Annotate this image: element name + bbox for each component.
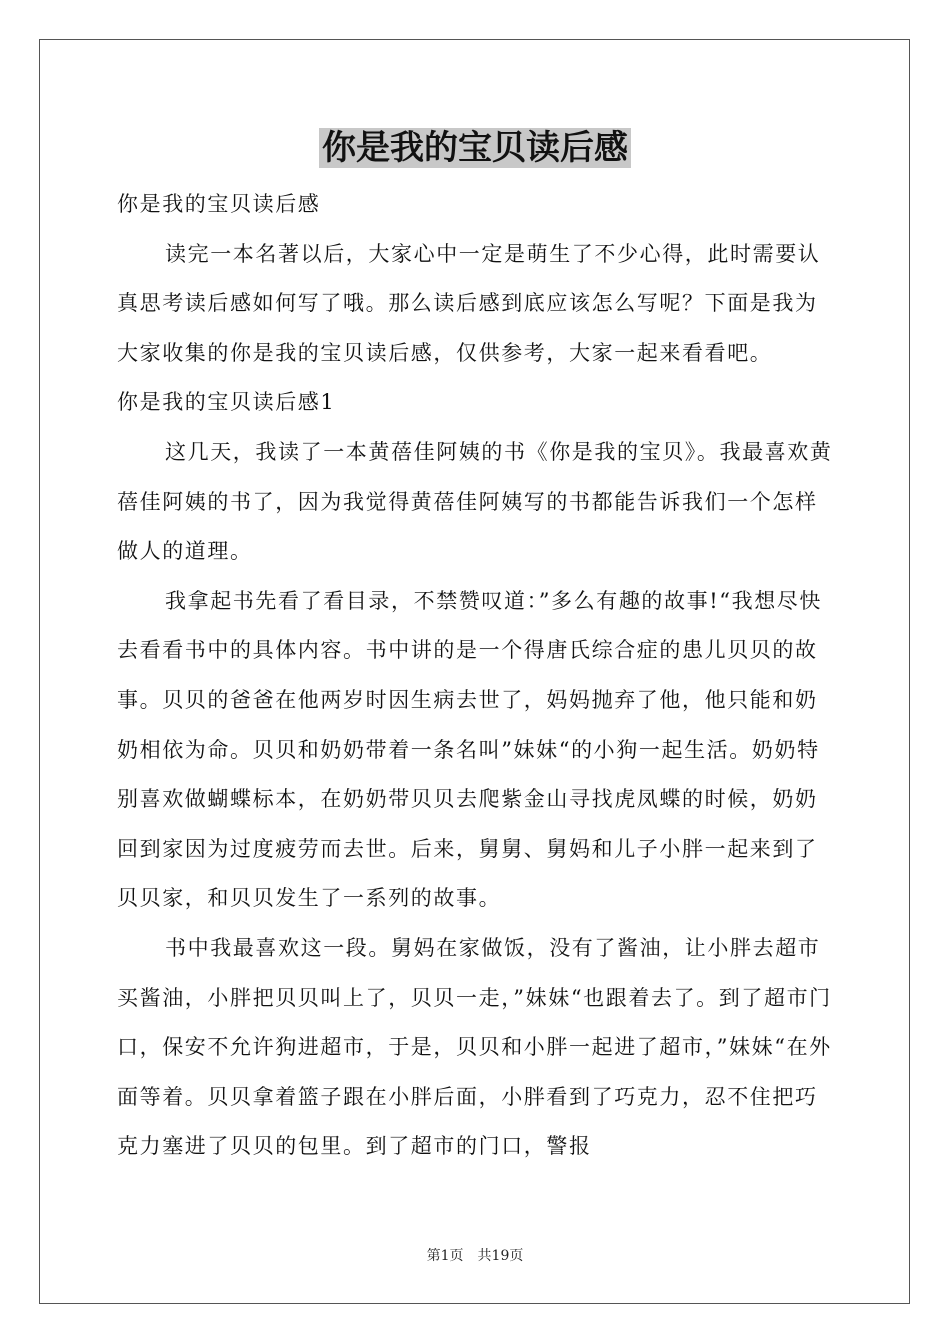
body-paragraph-2: 我拿起书先看了看目录，不禁赞叹道：”多么有趣的故事!“我想尽快去看看书中的具体内容。书中讲的是一个得唐氏综合症的患儿贝贝的故事。贝贝的爸爸在他两岁时因生病去世了，妈妈抛弃了他，他只能和奶奶相依为命。贝贝和奶奶带着一条名叫”妹妹“的小狗一起生活。奶奶特别喜欢做蝴蝶标本，在奶奶带贝贝去爬紫金山寻找虎凤蝶的时候，奶奶回到家因为过度疲劳而去世。后来，舅舅、舅妈和儿子小胖一起来到了贝贝家，和贝贝发生了一系列的故事。: [117, 588, 823, 911]
essay-heading: 你是我的宝贝读后感1: [117, 390, 336, 415]
body-paragraph-3: 书中我最喜欢这一段。舅妈在家做饭，没有了酱油，让小胖去超市买酱油，小胖把贝贝叫上了，贝贝一走，”妹妹“也跟着去了。到了超市门口，保安不允许狗进超市，于是，贝贝和小胖一起进了超市，”妹妹“在外面等着。贝贝拿着篮子跟在小胖后面，小胖看到了巧克力，忍不住把巧克力塞进了贝贝的包里。到了超市的门口，警报: [117, 935, 832, 1159]
document-body: [117, 180, 837, 1172]
page-total: 共19页: [477, 1248, 524, 1264]
page-number: 第1页: [426, 1248, 464, 1264]
body-paragraph-1: 这几天，我读了一本黄蓓佳阿姨的书《你是我的宝贝》。我最喜欢黄蓓佳阿姨的书了，因为我觉得黄蓓佳阿姨写的书都能告诉我们一个怎样做人的道理。: [117, 439, 833, 564]
document-title-text: 你是我的宝贝读后感: [319, 128, 631, 168]
document-title: [0, 126, 950, 170]
page-footer: [0, 1246, 950, 1266]
intro-paragraph: 读完一本名著以后，大家心中一定是萌生了不少心得，此时需要认真思考读后感如何写了哦。那么读后感到底应该怎么写呢？下面是我为大家收集的你是我的宝贝读后感，仅供参考，大家一起来看看吧。: [117, 241, 821, 365]
section-heading: 你是我的宝贝读后感: [117, 192, 321, 216]
